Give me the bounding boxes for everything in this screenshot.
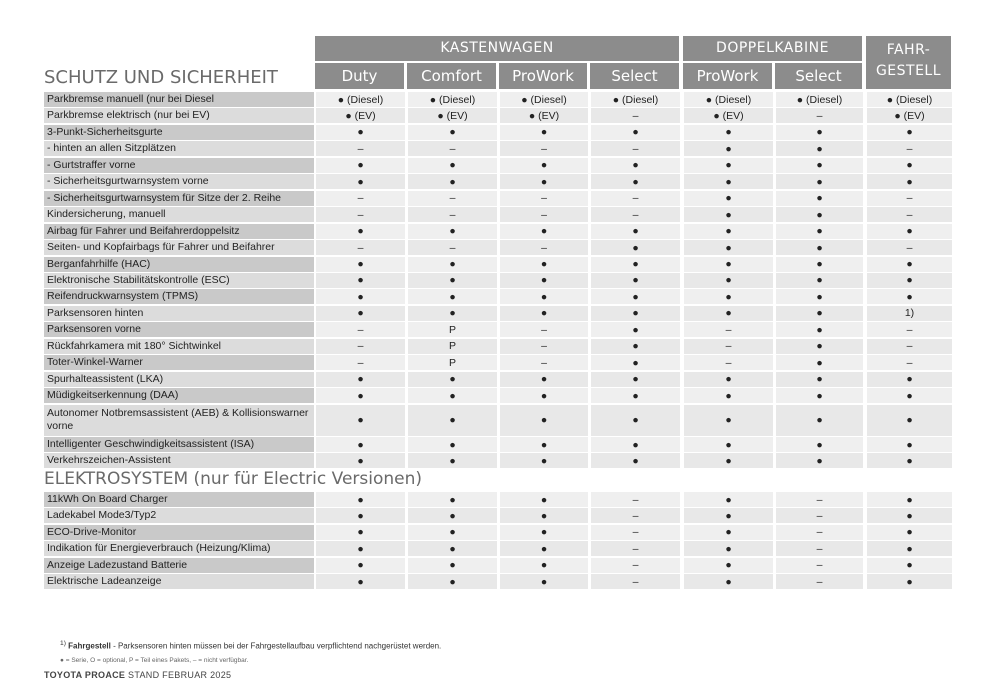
row-value-cell: ● (EV): [408, 108, 497, 123]
row-value-cell: ●: [591, 453, 680, 468]
row-value-cell: ●: [500, 306, 588, 321]
footnote-text: - Parksensoren hinten müssen bei der Fahrgestellaufbau verpflichtend nachgerüstet werden.: [110, 641, 442, 651]
table-row: [44, 306, 951, 321]
row-value-cell: ●: [776, 207, 863, 222]
row-value-cell: –: [591, 574, 680, 589]
row-value-cell: ● (EV): [867, 108, 952, 123]
row-value-cell: –: [867, 191, 952, 206]
row-value-cell: ●: [408, 158, 497, 173]
row-label: Müdigkeitserkennung (DAA): [44, 388, 314, 403]
row-value-cell: ● (EV): [316, 108, 405, 123]
row-value-cell: ●: [684, 558, 773, 573]
stand-text: [44, 670, 231, 680]
row-value-cell: –: [408, 191, 497, 206]
row-value-cell: –: [408, 141, 497, 156]
table-row: [44, 558, 951, 573]
footnote: [60, 640, 441, 651]
row-value-cell: ● (Diesel): [316, 92, 405, 107]
row-value-cell: ●: [867, 508, 952, 523]
brand-name: TOYOTA PROACE: [44, 670, 126, 680]
row-value-cell: ●: [684, 388, 773, 403]
table-row: [44, 508, 951, 523]
row-value-cell: ●: [684, 372, 773, 387]
row-value-cell: ●: [684, 224, 773, 239]
row-value-cell: ●: [408, 558, 497, 573]
row-value-cell: ●: [591, 388, 680, 403]
row-value-cell: ●: [591, 437, 680, 452]
row-value-cell: ●: [500, 492, 588, 507]
row-value-cell: ●: [316, 273, 405, 288]
row-value-cell: ●: [776, 453, 863, 468]
row-value-cell: –: [316, 339, 405, 354]
column-header-prowork-doppelkabine: ProWork: [683, 63, 772, 89]
row-value-cell: ●: [867, 541, 952, 556]
row-value-cell: –: [408, 240, 497, 255]
row-value-cell: ●: [776, 158, 863, 173]
row-value-cell: –: [591, 541, 680, 556]
row-value-cell: ●: [591, 372, 680, 387]
row-value-cell: ●: [408, 492, 497, 507]
row-value-cell: ●: [316, 541, 405, 556]
table-row: [44, 92, 951, 107]
row-value-cell: ●: [684, 158, 773, 173]
row-label: - Sicherheitsgurtwarnsystem für Sitze der 2. Reihe: [44, 191, 314, 206]
group-header-fahrgestell-line2: GESTELL: [875, 63, 942, 79]
table-row: [44, 108, 951, 123]
row-value-cell: ●: [500, 289, 588, 304]
row-value-cell: –: [867, 240, 952, 255]
row-value-cell: ●: [408, 372, 497, 387]
row-label: - Sicherheitsgurtwarnsystem vorne: [44, 174, 314, 189]
row-value-cell: ●: [684, 191, 773, 206]
row-value-cell: –: [867, 355, 952, 370]
row-value-cell: ●: [684, 207, 773, 222]
row-value-cell: ● (Diesel): [408, 92, 497, 107]
column-header-select-kastenwagen: Select: [590, 63, 679, 89]
row-value-cell: –: [684, 355, 773, 370]
row-value-cell: ● (Diesel): [591, 92, 680, 107]
row-value-cell: ●: [500, 525, 588, 540]
row-value-cell: ●: [776, 405, 863, 436]
table-row: [44, 207, 951, 222]
row-value-cell: ●: [316, 257, 405, 272]
row-value-cell: ●: [867, 158, 952, 173]
table-row: [44, 289, 951, 304]
row-value-cell: –: [500, 322, 588, 337]
row-value-cell: ●: [867, 125, 952, 140]
row-value-cell: ●: [867, 289, 952, 304]
row-value-cell: ●: [684, 541, 773, 556]
row-value-cell: ●: [408, 224, 497, 239]
row-value-cell: ●: [316, 306, 405, 321]
table-row: [44, 141, 951, 156]
row-value-cell: ●: [500, 405, 588, 436]
row-value-cell: ●: [316, 574, 405, 589]
row-value-cell: ●: [408, 574, 497, 589]
row-value-cell: ●: [776, 322, 863, 337]
row-value-cell: ●: [591, 322, 680, 337]
row-value-cell: ●: [408, 174, 497, 189]
row-label: Airbag für Fahrer und Beifahrerdoppelsitz: [44, 224, 314, 239]
row-label: Berganfahrhilfe (HAC): [44, 257, 314, 272]
row-value-cell: –: [591, 141, 680, 156]
row-value-cell: ●: [500, 273, 588, 288]
row-value-cell: ●: [684, 125, 773, 140]
section-title-schutz-sicherheit: SCHUTZ UND SICHERHEIT: [44, 67, 278, 88]
row-value-cell: ●: [867, 525, 952, 540]
row-label: 3-Punkt-Sicherheitsgurte: [44, 125, 314, 140]
row-value-cell: –: [776, 492, 863, 507]
row-value-cell: –: [500, 355, 588, 370]
legend-text: ● = Serie, O = optional, P = Teil eines Pakets, – = nicht verfügbar.: [60, 657, 249, 664]
footnote-bold: Fahrgestell: [68, 641, 111, 651]
row-value-cell: ● (Diesel): [500, 92, 588, 107]
row-label: ECO-Drive-Monitor: [44, 525, 314, 540]
row-value-cell: ●: [591, 257, 680, 272]
row-value-cell: ●: [867, 453, 952, 468]
row-value-cell: ●: [776, 273, 863, 288]
row-value-cell: –: [591, 492, 680, 507]
row-value-cell: ●: [408, 405, 497, 436]
row-value-cell: ●: [776, 372, 863, 387]
row-value-cell: –: [316, 322, 405, 337]
row-value-cell: ●: [591, 405, 680, 436]
column-header-comfort: Comfort: [407, 63, 496, 89]
row-value-cell: 1): [867, 306, 952, 321]
group-header-kastenwagen: KASTENWAGEN: [315, 36, 679, 61]
row-value-cell: –: [500, 240, 588, 255]
row-value-cell: P: [408, 339, 497, 354]
row-label: Toter-Winkel-Warner: [44, 355, 314, 370]
group-header-doppelkabine: DOPPELKABINE: [683, 36, 862, 61]
row-value-cell: ●: [776, 437, 863, 452]
row-value-cell: ●: [316, 158, 405, 173]
row-value-cell: ●: [776, 224, 863, 239]
row-label: Parkbremse elektrisch (nur bei EV): [44, 108, 314, 123]
row-value-cell: ●: [408, 541, 497, 556]
row-value-cell: ●: [316, 289, 405, 304]
row-value-cell: ●: [776, 355, 863, 370]
row-value-cell: ● (Diesel): [776, 92, 863, 107]
row-label: 11kWh On Board Charger: [44, 492, 314, 507]
table-row: [44, 525, 951, 540]
row-value-cell: ●: [776, 174, 863, 189]
row-value-cell: –: [867, 141, 952, 156]
row-value-cell: ●: [408, 388, 497, 403]
row-label: Elektrische Ladeanzeige: [44, 574, 314, 589]
table-row: [44, 388, 951, 403]
row-value-cell: ●: [316, 453, 405, 468]
row-label: Anzeige Ladezustand Batterie: [44, 558, 314, 573]
row-value-cell: –: [316, 207, 405, 222]
row-value-cell: ●: [316, 492, 405, 507]
row-value-cell: ●: [408, 453, 497, 468]
row-value-cell: ●: [408, 437, 497, 452]
row-value-cell: –: [591, 207, 680, 222]
row-value-cell: –: [500, 141, 588, 156]
table-row: [44, 339, 951, 354]
table-row: [44, 158, 951, 173]
row-value-cell: ●: [776, 306, 863, 321]
row-value-cell: ●: [316, 508, 405, 523]
row-value-cell: ●: [591, 289, 680, 304]
table-row: [44, 125, 951, 140]
row-value-cell: ●: [776, 240, 863, 255]
row-value-cell: ●: [316, 125, 405, 140]
row-value-cell: ● (EV): [684, 108, 773, 123]
row-label: Ladekabel Mode3/Typ2: [44, 508, 314, 523]
row-value-cell: –: [591, 508, 680, 523]
footnote-mark: 1): [60, 640, 66, 647]
row-label: Parksensoren vorne: [44, 322, 314, 337]
group-header-fahrgestell-line1: FAHR-: [886, 42, 931, 58]
row-label: Autonomer Notbremsassistent (AEB) & Kollisionswarner vorne: [44, 405, 314, 436]
row-value-cell: ●: [867, 388, 952, 403]
row-value-cell: ●: [776, 141, 863, 156]
row-value-cell: ●: [776, 289, 863, 304]
row-value-cell: ●: [316, 437, 405, 452]
row-value-cell: ●: [591, 339, 680, 354]
row-value-cell: ●: [867, 558, 952, 573]
row-value-cell: ●: [500, 541, 588, 556]
row-value-cell: ●: [591, 306, 680, 321]
row-value-cell: ●: [316, 525, 405, 540]
row-value-cell: ●: [591, 125, 680, 140]
row-value-cell: ●: [316, 224, 405, 239]
table-row: [44, 437, 951, 452]
row-value-cell: –: [316, 355, 405, 370]
table-row: [44, 174, 951, 189]
row-value-cell: –: [500, 207, 588, 222]
table-row: [44, 191, 951, 206]
row-value-cell: –: [776, 108, 863, 123]
row-value-cell: ●: [684, 174, 773, 189]
row-label: - Gurtstraffer vorne: [44, 158, 314, 173]
row-value-cell: –: [591, 558, 680, 573]
row-value-cell: ●: [867, 224, 952, 239]
row-value-cell: ●: [867, 257, 952, 272]
row-value-cell: ●: [776, 191, 863, 206]
row-value-cell: ●: [684, 240, 773, 255]
row-value-cell: –: [776, 558, 863, 573]
row-value-cell: ●: [316, 388, 405, 403]
row-value-cell: –: [591, 525, 680, 540]
row-value-cell: ●: [684, 257, 773, 272]
row-value-cell: –: [591, 108, 680, 123]
table-row: [44, 224, 951, 239]
row-label: Seiten- und Kopfairbags für Fahrer und Beifahrer: [44, 240, 314, 255]
table-row: [44, 405, 951, 436]
row-value-cell: –: [500, 339, 588, 354]
row-value-cell: –: [316, 240, 405, 255]
row-value-cell: ●: [591, 240, 680, 255]
row-value-cell: ●: [684, 574, 773, 589]
row-value-cell: ●: [408, 306, 497, 321]
row-value-cell: ●: [500, 388, 588, 403]
row-value-cell: –: [500, 191, 588, 206]
table-row: [44, 541, 951, 556]
row-value-cell: ●: [591, 273, 680, 288]
table-row: [44, 257, 951, 272]
row-label: Spurhalteassistent (LKA): [44, 372, 314, 387]
row-value-cell: ●: [500, 574, 588, 589]
row-value-cell: ●: [408, 289, 497, 304]
row-value-cell: ●: [684, 492, 773, 507]
table-row: [44, 492, 951, 507]
row-value-cell: ●: [867, 405, 952, 436]
row-value-cell: ●: [316, 372, 405, 387]
section-title-elektrosystem: ELEKTROSYSTEM (nur für Electric Versionen): [44, 469, 423, 489]
row-value-cell: ●: [408, 273, 497, 288]
row-value-cell: ●: [500, 558, 588, 573]
row-value-cell: ●: [316, 405, 405, 436]
row-value-cell: ●: [500, 174, 588, 189]
row-value-cell: ●: [500, 257, 588, 272]
row-value-cell: ●: [591, 174, 680, 189]
row-label: Elektronische Stabilitätskontrolle (ESC): [44, 273, 314, 288]
row-value-cell: –: [408, 207, 497, 222]
row-value-cell: ●: [500, 158, 588, 173]
row-value-cell: ●: [684, 437, 773, 452]
row-label: - hinten an allen Sitzplätzen: [44, 141, 314, 156]
column-header-duty: Duty: [315, 63, 404, 89]
row-value-cell: ●: [684, 508, 773, 523]
row-value-cell: –: [867, 207, 952, 222]
row-value-cell: ●: [684, 273, 773, 288]
row-label: Kindersicherung, manuell: [44, 207, 314, 222]
row-value-cell: ● (Diesel): [684, 92, 773, 107]
row-label: Indikation für Energieverbrauch (Heizung/Klima): [44, 541, 314, 556]
table-row: [44, 453, 951, 468]
column-header-prowork-kastenwagen: ProWork: [499, 63, 587, 89]
group-header-fahrgestell: [866, 36, 951, 89]
row-label: Reifendruckwarnsystem (TPMS): [44, 289, 314, 304]
row-value-cell: ●: [408, 257, 497, 272]
row-value-cell: ●: [684, 289, 773, 304]
row-value-cell: ● (EV): [500, 108, 588, 123]
row-value-cell: ●: [500, 453, 588, 468]
row-value-cell: –: [316, 191, 405, 206]
row-value-cell: ● (Diesel): [867, 92, 952, 107]
table-row: [44, 273, 951, 288]
row-value-cell: ●: [867, 492, 952, 507]
row-value-cell: ●: [684, 405, 773, 436]
row-value-cell: –: [776, 541, 863, 556]
row-value-cell: –: [776, 574, 863, 589]
table-row: [44, 240, 951, 255]
row-label: Rückfahrkamera mit 180° Sichtwinkel: [44, 339, 314, 354]
row-value-cell: ●: [776, 388, 863, 403]
row-value-cell: –: [867, 339, 952, 354]
row-value-cell: –: [776, 525, 863, 540]
row-value-cell: ●: [867, 372, 952, 387]
row-value-cell: ●: [500, 437, 588, 452]
row-value-cell: ●: [500, 125, 588, 140]
row-value-cell: ●: [500, 224, 588, 239]
row-value-cell: ●: [776, 257, 863, 272]
row-label: Parkbremse manuell (nur bei Diesel: [44, 92, 314, 107]
row-value-cell: ●: [316, 558, 405, 573]
row-value-cell: ●: [684, 453, 773, 468]
row-value-cell: ●: [776, 339, 863, 354]
table-row: [44, 574, 951, 589]
row-value-cell: ●: [684, 306, 773, 321]
row-value-cell: ●: [684, 525, 773, 540]
row-value-cell: ●: [591, 224, 680, 239]
row-value-cell: ●: [316, 174, 405, 189]
row-value-cell: ●: [408, 125, 497, 140]
row-label: Intelligenter Geschwindigkeitsassistent (ISA): [44, 437, 314, 452]
row-label: Parksensoren hinten: [44, 306, 314, 321]
column-header-select-doppelkabine: Select: [775, 63, 862, 89]
row-value-cell: –: [684, 322, 773, 337]
row-value-cell: –: [684, 339, 773, 354]
row-value-cell: ●: [684, 141, 773, 156]
table-row: [44, 322, 951, 337]
row-value-cell: ●: [408, 525, 497, 540]
row-value-cell: ●: [591, 355, 680, 370]
row-label: Verkehrszeichen-Assistent: [44, 453, 314, 468]
row-value-cell: –: [316, 141, 405, 156]
row-value-cell: ●: [591, 158, 680, 173]
table-row: [44, 355, 951, 370]
stand-date: STAND FEBRUAR 2025: [125, 670, 232, 680]
row-value-cell: –: [867, 322, 952, 337]
row-value-cell: ●: [408, 508, 497, 523]
row-value-cell: ●: [500, 508, 588, 523]
row-value-cell: P: [408, 322, 497, 337]
row-value-cell: ●: [867, 574, 952, 589]
row-value-cell: ●: [867, 437, 952, 452]
row-value-cell: –: [776, 508, 863, 523]
row-value-cell: ●: [867, 174, 952, 189]
row-value-cell: ●: [776, 125, 863, 140]
row-value-cell: –: [591, 191, 680, 206]
table-row: [44, 372, 951, 387]
row-value-cell: P: [408, 355, 497, 370]
row-value-cell: ●: [500, 372, 588, 387]
row-value-cell: ●: [867, 273, 952, 288]
